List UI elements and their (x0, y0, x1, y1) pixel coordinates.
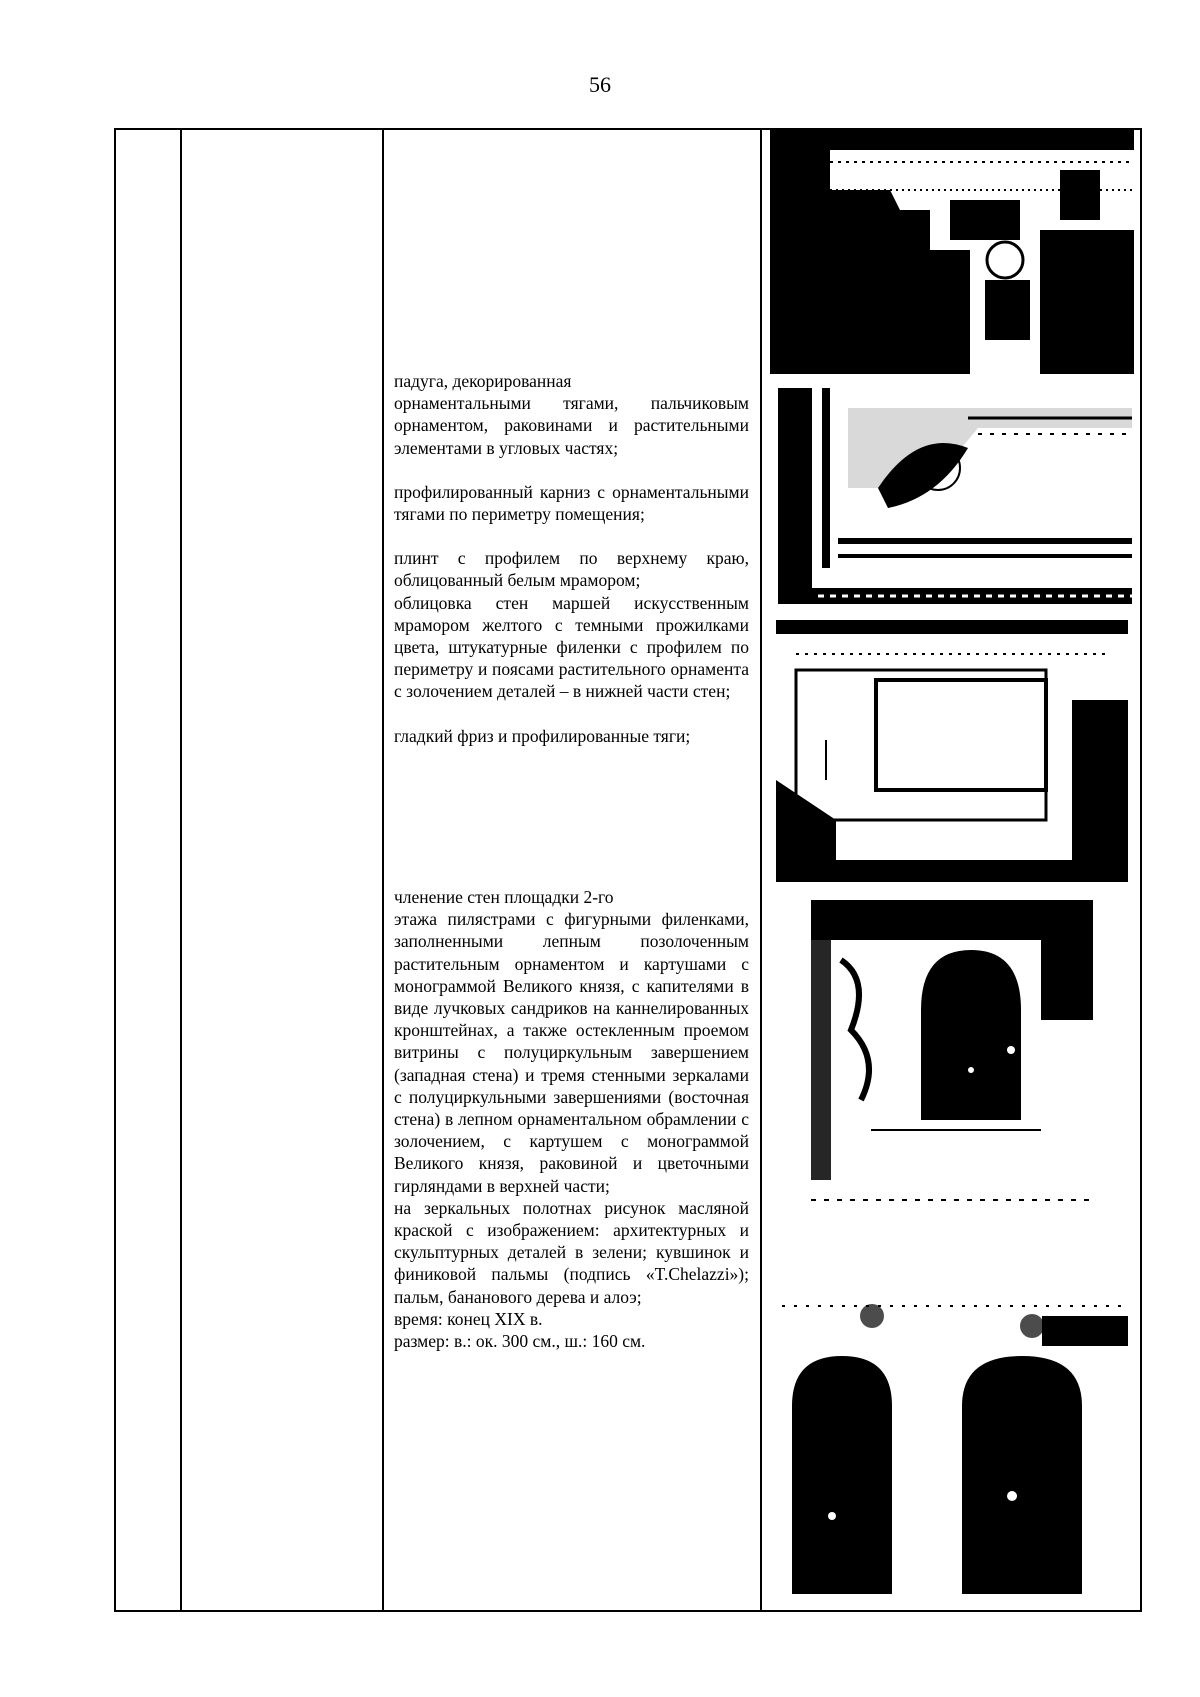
description-paragraph: облицовка стен маршей искусственным мрамором желтого с темными прожилками цвета, штукатурные филенки с профилем по периметру и поясами растительного орнамента с золочением деталей – в нижней части стен; (394, 592, 749, 702)
description-block-1 (394, 370, 749, 747)
description-paragraph: этажа пилястрами с фигурными филенками, заполненными лепным позолоченным растительным орнаментом и картушами с монограммой Великого князя, с капителями в виде лучковых сандриков на каннелированных кронштейнах, а также остекленным проемом витрины с полуциркульным завершением (западная стена) и тремя стенными зеркалами с полуциркульными завершениями (восточная стена) в лепном орнаментальном обрамлении с золочением, с картушем с монограммой Великого князя, раковиной и цветочными гирляндами в верхней части; (394, 909, 749, 1196)
column-divider (180, 130, 182, 1610)
description-paragraph: профилированный карниз с орнаментальными тягами по периметру помещения; (394, 481, 749, 525)
photo-mirrors (782, 1296, 1128, 1594)
description-paragraph: время: конец XIX в. (394, 1308, 543, 1329)
description-paragraph: членение стен площадки 2-го (394, 887, 614, 907)
description-paragraph: плинт с профилем по верхнему краю, облицованный белым мрамором; (394, 548, 749, 591)
description-paragraph: орнаментальными тягами, пальчиковым орнаментом, раковинами и растительными элементами в угловых частях; (394, 393, 749, 458)
description-paragraph: падуга, декорированная (394, 371, 572, 391)
page-number: 56 (589, 72, 611, 97)
photo-arched-window (811, 900, 1093, 1240)
photo-cornice (778, 388, 1132, 604)
description-paragraph: на зеркальных полотнах рисунок масляной краской с изображением: архитектурных и скульптурных деталей в зелени; кувшинок и финиковой пальмы (подпись «T.Chelazzi»); пальм, бананового дерева и алоэ; (394, 1197, 749, 1307)
description-paragraph: размер: в.: ок. 300 см., ш.: 160 см. (394, 1331, 646, 1352)
column-divider (760, 130, 762, 1610)
photo-ceiling-corner (770, 130, 1134, 374)
column-divider (382, 130, 384, 1610)
description-paragraph: гладкий фриз и профилированные тяги; (394, 725, 691, 746)
photo-wall-panel (776, 620, 1128, 882)
description-block-2 (394, 886, 749, 1352)
